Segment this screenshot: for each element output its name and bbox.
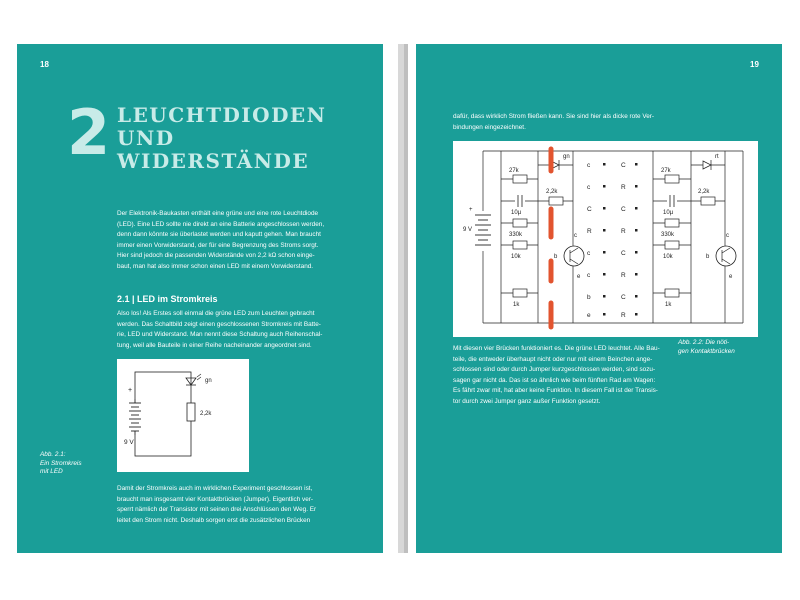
resistor-label: 2,2k	[698, 189, 710, 195]
body-paragraph	[453, 344, 660, 408]
text-line: Hier sind jedoch die passenden Widerstände von 2,2 kΩ schon einge-	[117, 252, 315, 260]
grid-letter: b	[587, 294, 591, 301]
book-spine-shadow	[404, 44, 408, 553]
led-label: rt	[715, 154, 719, 160]
caption-line: Abb. 2.2: Die nöti-	[678, 339, 730, 346]
led-symbol	[703, 160, 711, 170]
text-line: schlossen sind oder durch Jumper kurzgeschlossen werden, sind sozu-	[453, 366, 656, 374]
text-line: denn dann könnte sie überlastet werden und kaputt gehen. Man braucht	[117, 231, 321, 239]
top-paragraph	[453, 112, 654, 133]
led-label: gn	[205, 378, 212, 384]
grid-letter: c	[587, 250, 591, 257]
pin-label: c	[726, 233, 729, 239]
resistor-label: 1k	[665, 302, 672, 308]
text-line: rie, LED und Widerstand. Man nennt diese Schaltung auch Reihenschal-	[117, 331, 323, 339]
resistor-symbol	[701, 197, 715, 205]
plus-label: +	[128, 387, 133, 394]
resistor-symbol	[665, 175, 679, 183]
resistor-symbol	[513, 241, 527, 249]
resistor-label: 27k	[661, 168, 671, 174]
text-line: baut, man hat also immer schon einen LED mit einem Vorwiderstand.	[117, 262, 314, 270]
breadboard-middle	[587, 162, 638, 319]
chapter-title-line: LEUCHTDIODEN	[117, 103, 327, 127]
resistor-label: 10k	[663, 254, 673, 260]
text-line: sperrt nämlich der Transistor mit seinen drei Anschlüssen den Weg. Er	[117, 506, 317, 514]
pin-label: c	[574, 233, 577, 239]
resistor-symbol	[665, 219, 679, 227]
chapter-title-line: WIDERSTÄNDE	[117, 149, 310, 173]
text-line: Es fährt zwar mit, hat aber keine Funktion. In diesem Fall ist der Transis-	[453, 387, 658, 395]
resistor-symbol	[665, 241, 679, 249]
page-number-right: 19	[750, 60, 759, 69]
figure-caption-left	[40, 451, 82, 477]
voltage-label: 9 V	[124, 439, 134, 446]
text-line: (LED). Eine LED sollte nie direkt an eine Batterie angeschlossen werden,	[117, 220, 325, 228]
grid-letter: C	[621, 250, 626, 257]
grid-letter: R	[621, 228, 626, 235]
grid-letter: C	[621, 206, 626, 213]
grid-letter: c	[587, 272, 591, 279]
text-line: Damit der Stromkreis auch im wirklichen Experiment geschlossen ist,	[117, 485, 313, 492]
capacitor-label: 10µ	[511, 210, 522, 216]
led-symbol	[186, 374, 201, 390]
transistor-symbol	[716, 246, 736, 266]
caption-line: mit LED	[40, 468, 63, 475]
chapter-number: 2	[67, 96, 111, 169]
figure-simple-circuit	[117, 359, 249, 472]
text-line: sagen gar nicht da. Das ist so ähnlich wie beim fünften Rad am Wagen:	[453, 376, 656, 384]
resistor-symbol	[187, 403, 195, 421]
pin-label: b	[554, 254, 558, 260]
page-number-left: 18	[40, 60, 49, 69]
text-line: Mit diesen vier Brücken funktioniert es. Die grüne LED leuchtet. Alle Bau-	[453, 345, 660, 352]
plus-label: +	[469, 207, 473, 213]
grid-letter: R	[587, 228, 592, 235]
circuit-diagram	[117, 359, 249, 472]
text-line: dafür, dass wirklich Strom fließen kann. Sie sind hier als dicke rote Ver-	[453, 113, 655, 120]
grid-letter: R	[621, 312, 626, 319]
section-paragraph	[117, 309, 322, 351]
text-line: teile, die entweder überhaupt nicht oder nur mit einem Beinchen ange-	[453, 355, 653, 363]
bottom-paragraph	[117, 484, 316, 526]
resistor-label: 10k	[511, 254, 521, 260]
led-label: gn	[563, 154, 570, 160]
pin-label: e	[577, 274, 581, 280]
grid-letter: c	[587, 162, 591, 169]
caption-line: Abb. 2.1:	[40, 451, 66, 458]
grid-letter: c	[587, 184, 591, 191]
text-line: tung, weil alle Bauteile in einer Reihe nacheinander angeordnet sind.	[117, 341, 312, 349]
resistor-label: 1k	[513, 302, 520, 308]
resistor-symbol	[549, 197, 563, 205]
text-line: tor durch zwei Jumper ganz außer Funktion gesetzt.	[453, 397, 601, 405]
resistor-label: 330k	[509, 232, 523, 238]
intro-paragraph	[117, 209, 324, 273]
grid-letter: e	[587, 312, 591, 319]
text-line: bindungen eingezeichnet.	[453, 123, 526, 131]
section-heading: 2.1 | LED im Stromkreis	[117, 294, 218, 304]
caption-line: gen Kontaktbrücken	[678, 347, 735, 355]
pin-label: e	[729, 274, 733, 280]
voltage-label: 9 V	[463, 227, 473, 233]
right-page	[416, 44, 782, 553]
resistor-symbol	[513, 219, 527, 227]
capacitor-symbol	[515, 195, 525, 207]
capacitor-symbol	[667, 195, 677, 207]
left-page	[17, 44, 383, 553]
grid-letter: R	[621, 272, 626, 279]
grid-letter: C	[621, 294, 626, 301]
caption-line: Ein Stromkreis	[40, 459, 82, 467]
resistor-label: 2,2k	[546, 189, 558, 195]
grid-letter: C	[587, 206, 592, 213]
text-line: immer einen Vorwiderstand, der für eine Begrenzung des Stroms sorgt.	[117, 241, 319, 249]
text-line: Der Elektronik-Baukasten enthält eine grüne und eine rote Leuchtdiode	[117, 210, 319, 217]
resistor-symbol	[513, 175, 527, 183]
breadboard-diagram	[453, 141, 758, 337]
resistor-label: 27k	[509, 168, 519, 174]
resistor-label: 2,2k	[200, 411, 212, 417]
capacitor-label: 10µ	[663, 210, 674, 216]
pin-label: b	[706, 254, 710, 260]
chapter-title	[117, 104, 326, 173]
resistor-symbol	[665, 289, 679, 297]
resistor-symbol	[513, 289, 527, 297]
text-line: leitet den Strom nicht. Deshalb sorgen erst die zusätzlichen Brücken	[117, 516, 311, 524]
grid-letter: C	[621, 162, 626, 169]
resistor-label: 330k	[661, 232, 675, 238]
transistor-symbol	[564, 246, 584, 266]
text-line: braucht man insgesamt vier Kontaktbrücken (Jumper). Eigentlich ver-	[117, 495, 314, 503]
figure-jumper-circuit	[453, 141, 758, 337]
text-line: werden. Das Schaltbild zeigt einen geschlossenen Stromkreis mit Batte-	[117, 320, 321, 328]
figure-caption-right	[678, 339, 735, 356]
text-line: Also los! Als Erstes soll einmal die grüne LED zum Leuchten gebracht	[117, 310, 315, 317]
grid-letter: R	[621, 184, 626, 191]
chapter-title-line: UND	[117, 126, 175, 150]
